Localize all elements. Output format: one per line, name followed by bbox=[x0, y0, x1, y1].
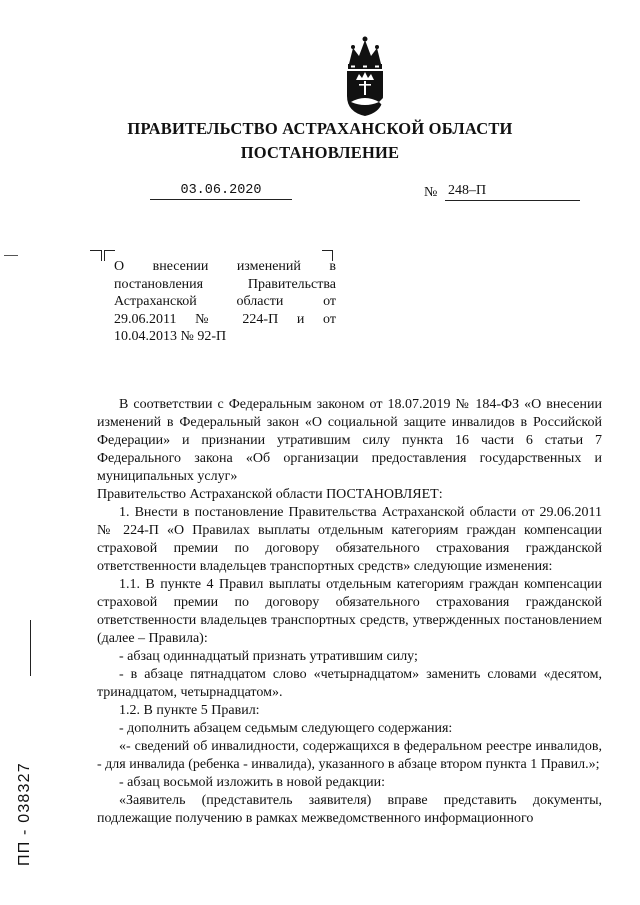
number-sign: № bbox=[424, 185, 438, 200]
document-date: 03.06.2020 bbox=[150, 183, 292, 200]
body-paragraph: В соответствии с Федеральным законом от 18.07.2019 № 184-ФЗ «О внесении изменений в Федеральный закон «О социальной защите инвалидов в Российской Федерации» и признании утратившим силу пункта 16 части 6 статьи 7 Федерального закона «Об организации предоставления государственных и муниципальных услуг» bbox=[97, 397, 602, 484]
body-paragraph: «Заявитель (представитель заявителя) вправе представить документы, подлежащие получению в рамках межведомственного информационного bbox=[97, 793, 602, 826]
body-paragraph: 1.1. В пункте 4 Правил выплаты отдельным категориям граждан компенсации страховой премии по договору обязательного страхования гражданской ответственности владельцев транспортных средств, утвержденных постановлением (далее – Правила): bbox=[97, 577, 602, 646]
body-paragraph: 1.2. В пункте 5 Правил: bbox=[119, 703, 260, 718]
margin-vertical-mark bbox=[30, 620, 31, 676]
document-type-title: ПОСТАНОВЛЕНИЕ bbox=[240, 143, 400, 162]
margin-mark bbox=[4, 255, 18, 256]
subject-line: О внесении изменений в bbox=[114, 259, 336, 274]
body-paragraph: - абзац одиннадцатый признать утратившим силу; bbox=[119, 649, 418, 664]
body-paragraph: - дополнить абзацем седьмым следующего содержания: bbox=[119, 721, 453, 736]
subject-corner-mark-left bbox=[90, 250, 102, 261]
body-paragraph: - абзац восьмой изложить в новой редакции: bbox=[119, 775, 386, 790]
body-paragraph: 1. Внести в постановление Правительства Астраханской области от 29.06.2011 № 224-П «О Правилах выплаты отдельным категориям граждан компенсации страховой премии по договору обязательного страхования гражданской ответственности владельцев транспортных средств» следующие изменения: bbox=[97, 505, 602, 574]
subject-line: 29.06.2011 № 224-П и от bbox=[114, 311, 336, 327]
government-title: ПРАВИТЕЛЬСТВО АСТРАХАНСКОЙ ОБЛАСТИ bbox=[127, 119, 513, 138]
side-serial-stamp: ПП - 038327 bbox=[16, 762, 33, 866]
document-subject bbox=[114, 258, 336, 346]
document-body bbox=[97, 396, 602, 828]
subject-line: постановления Правительства bbox=[114, 276, 336, 292]
document-number: 248–П bbox=[445, 183, 580, 201]
body-paragraph: - в абзаце пятнадцатом слово «четырнадцатом» заменить словами «десятом, тринадцатом, четырнадцатом». bbox=[97, 667, 602, 700]
coat-of-arms-emblem bbox=[337, 34, 393, 118]
body-paragraph: Правительство Астраханской области ПОСТАНОВЛЯЕТ: bbox=[97, 487, 443, 502]
body-paragraph: «- сведений об инвалидности, содержащихся в федеральном реестре инвалидов, - для инвалида (ребенка - инвалида), указанного в абзаце втором пункта 1 Правил.»; bbox=[97, 739, 602, 772]
subject-line: Астраханской области от bbox=[114, 294, 336, 309]
subject-line: 10.04.2013 № 92-П bbox=[114, 329, 227, 344]
